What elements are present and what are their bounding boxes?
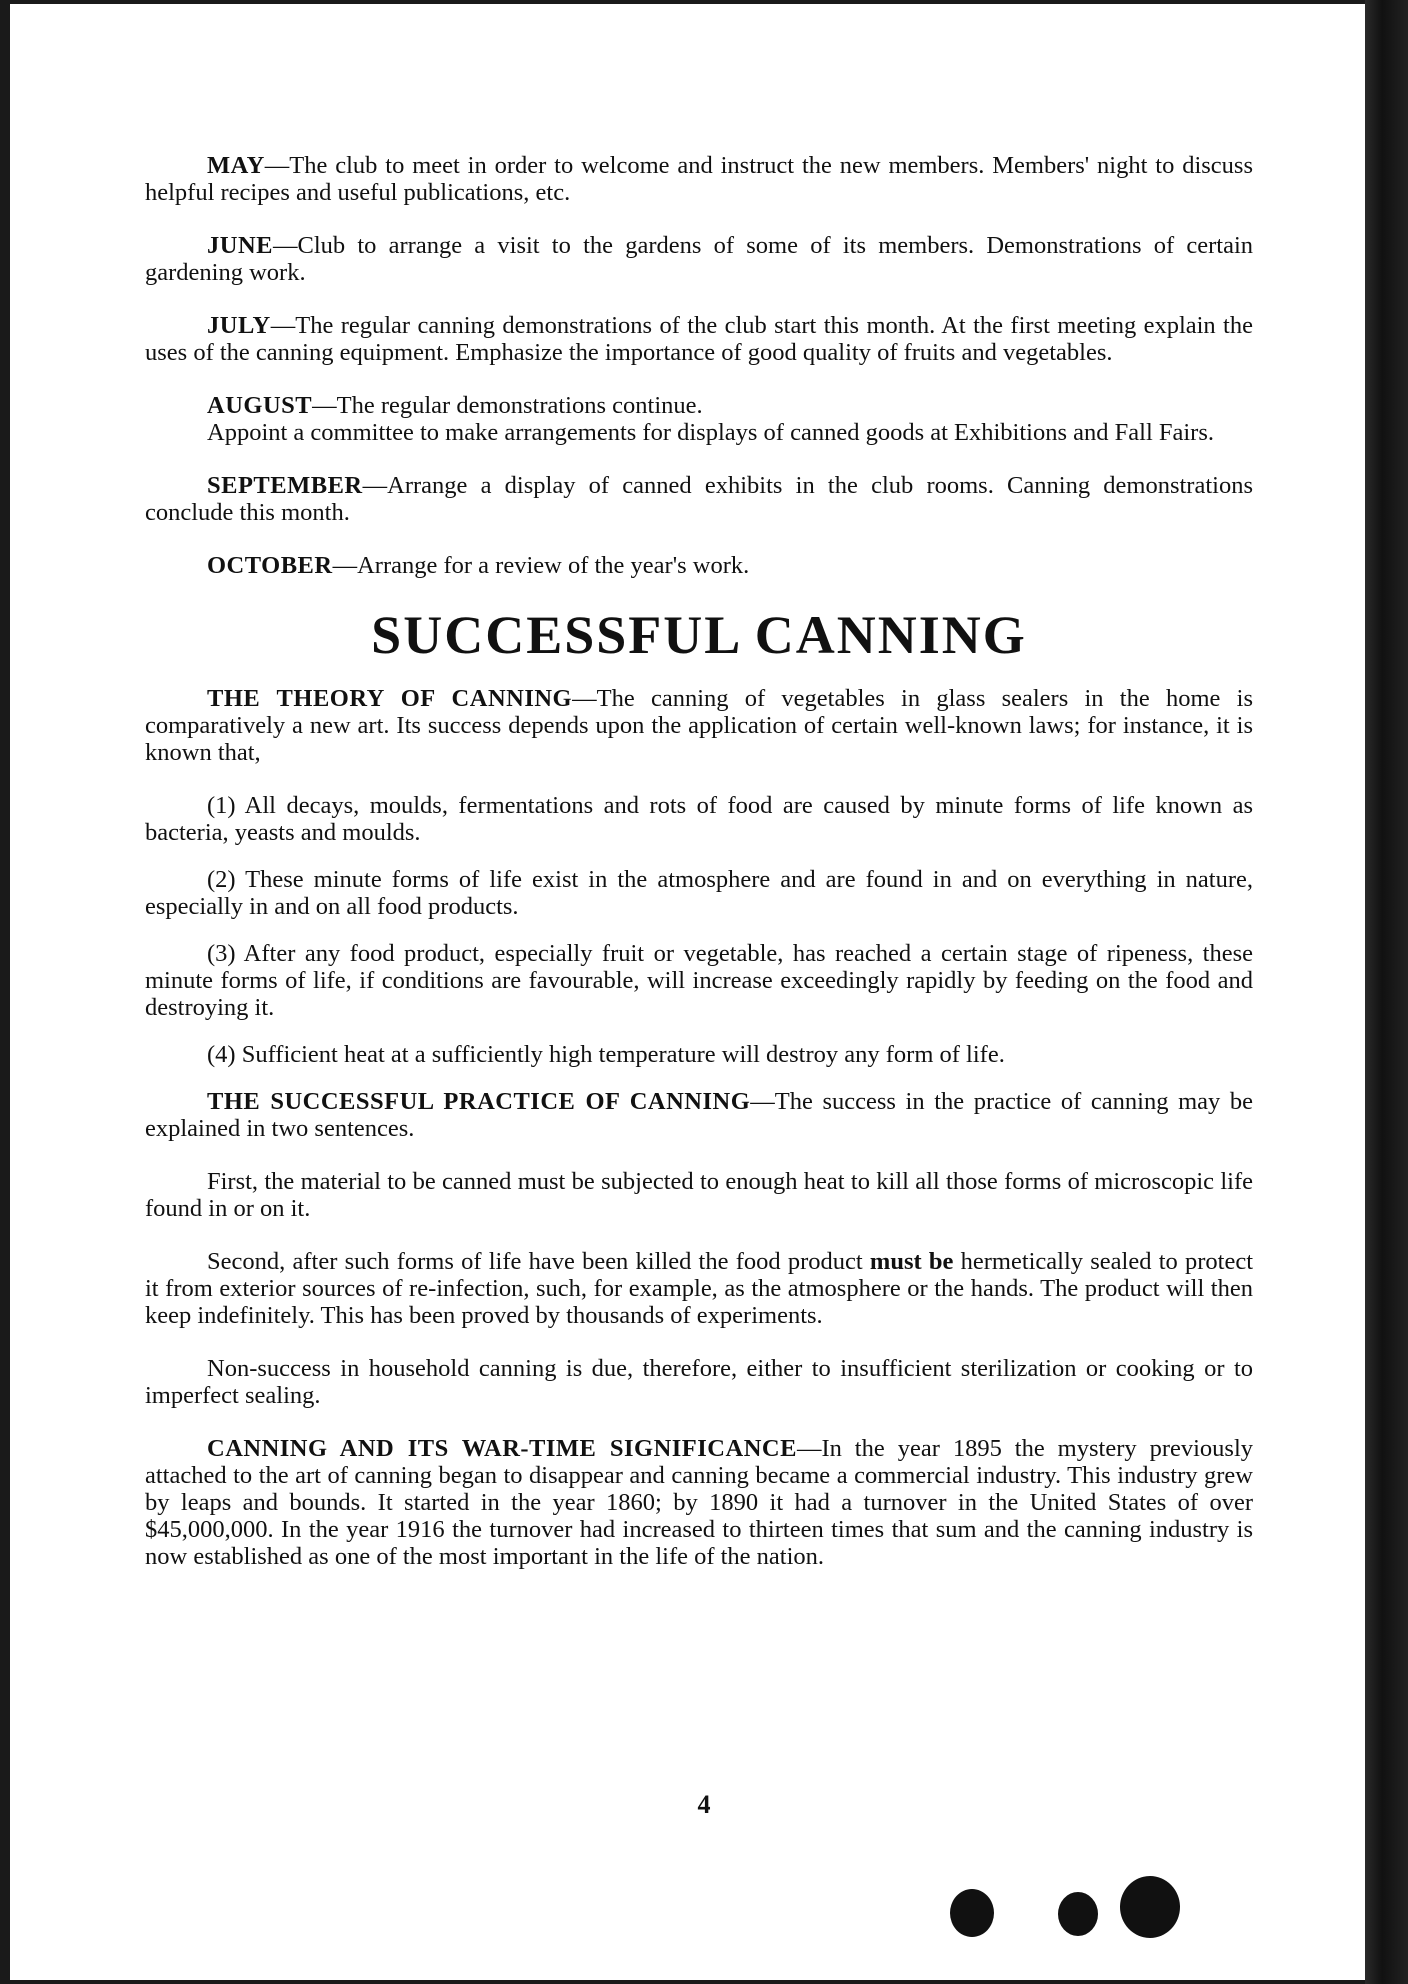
month-heading: SEPTEMBER [207,472,363,499]
practice-heading: THE SUCCESSFUL PRACTICE OF CANNING [207,1088,751,1115]
ink-stain [1120,1876,1180,1938]
schedule-october [145,552,1253,579]
theory-heading: THE THEORY OF CANNING [207,685,573,712]
ink-stain [950,1889,994,1937]
practice-intro [145,1088,1253,1142]
page-edge-shadow [1365,0,1408,1984]
theory-section [145,685,1253,1068]
month-heading: JUNE [207,232,273,259]
war-time-heading: CANNING AND ITS WAR-TIME SIGNIFICANCE [207,1435,797,1462]
month-text: Appoint a committee to make arrangements for displays of canned goods at Exhibitions and Fall Fairs. [207,419,1215,446]
month-text: —Arrange for a review of the year's work. [332,552,750,579]
practice-text: —The success in the practice of canning may be explained in two sentences. [145,1088,1254,1142]
page-number: 4 [697,1790,711,1819]
document-page [10,4,1365,1980]
schedule-september [145,472,1253,526]
practice-section [145,1088,1253,1409]
month-text: —Arrange a display of canned exhibits in the club rooms. Canning demonstrations conclude this month. [145,472,1253,526]
section-title: SUCCESSFUL CANNING [371,605,1027,665]
theory-item: (1) All decays, moulds, fermentations and rots of food are caused by minute forms of life known as bacteria, yeasts and moulds. [145,792,1253,846]
ink-stain [1058,1892,1098,1936]
theory-intro [145,685,1253,766]
month-heading: AUGUST [207,392,313,419]
month-text: —Club to arrange a visit to the gardens of some of its members. Demonstrations of certain gardening work. [145,232,1253,286]
theory-text: —The canning of vegetables in glass sealers in the home is comparatively a new art. Its success depends upon the application of certain well-known laws; for instance, it is known that, [145,685,1253,766]
practice-non-success: Non-success in household canning is due, therefore, either to insufficient sterilization or cooking or to imperfect sealing. [145,1355,1253,1409]
practice-first: First, the material to be canned must be subjected to enough heat to kill all those forms of microscopic life found in or on it. [145,1168,1253,1222]
war-time-section [145,1435,1253,1570]
month-text: —The club to meet in order to welcome and instruct the new members. Members' night to discuss helpful recipes and useful publications, etc. [145,152,1253,206]
month-text: —The regular canning demonstrations of the club start this month. At the first meeting explain the uses of the canning equipment. Emphasize the importance of good quality of fruits and vegetables. [145,312,1253,366]
schedule-june [145,232,1253,286]
month-heading: MAY [207,152,265,179]
practice-second-text: Second, after such forms of life have been killed the food product [207,1248,870,1275]
practice-second-emphasis: must be [869,1248,954,1275]
schedule-may [145,152,1253,206]
theory-item: (3) After any food product, especially fruit or vegetable, has reached a certain stage of ripeness, these minute forms of life, if conditions are favourable, will increase exceedingly rapidly by feeding on the food and destroying it. [145,940,1253,1021]
schedule-july [145,312,1253,366]
schedule-august-extra [145,419,1253,446]
theory-item: (4) Sufficient heat at a sufficiently high temperature will destroy any form of life. [207,1041,1005,1068]
monthly-schedule [145,152,1253,579]
practice-second-text: hermetically sealed to protect it from exterior sources of re-infection, such, for example, as the atmosphere or the hands. The product will then keep indefinitely. This has been proved by thousands of experiments. [145,1248,1254,1329]
month-heading: JULY [207,312,271,339]
month-heading: OCTOBER [207,552,333,579]
page-content [145,152,1253,1596]
month-text: —The regular demonstrations continue. [312,392,703,419]
practice-second [145,1248,1253,1329]
theory-item: (2) These minute forms of life exist in the atmosphere and are found in and on everything in nature, especially in and on all food products. [145,866,1253,920]
schedule-august [145,392,1253,419]
war-time-text: —In the year 1895 the mystery previously attached to the art of canning began to disappear and canning became a commercial industry. This industry grew by leaps and bounds. It started in the year 1860; by 1890 it had a turnover in the United States of over $45,000,000. In the year 1916 the turnover had increased to thirteen times that sum and the canning industry is now established as one of the most important in the life of the nation. [145,1435,1254,1570]
war-time-paragraph [145,1435,1253,1570]
